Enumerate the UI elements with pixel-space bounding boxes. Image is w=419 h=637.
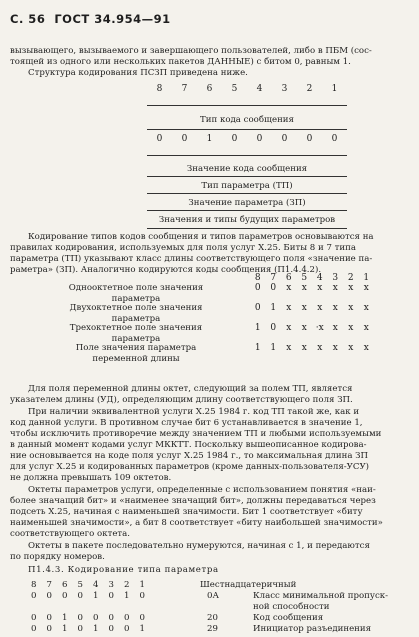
message-bits-row — [147, 134, 347, 144]
paragraph-variable-length — [10, 384, 353, 406]
bit-number: 4 — [93, 580, 99, 590]
text-line: параметра (ТП) указывают класс длины соответствующего поля «значение па- — [10, 254, 373, 264]
bit-value: 1 — [139, 624, 145, 634]
table2-row — [36, 343, 236, 365]
text-line: по порядку номеров. — [10, 552, 105, 562]
bit-value: 0 — [77, 591, 83, 601]
bit-value: x — [348, 323, 354, 333]
table2-row-bits — [250, 343, 374, 353]
bit-number: 8 — [254, 273, 261, 283]
bit-number: 3 — [332, 273, 339, 283]
table3-row-bits — [26, 624, 150, 634]
text-line: для услуг X.25 и кодированных параметров (кроме данных-пользователя-УСУ) — [10, 462, 370, 472]
page-number: С. 56 — [10, 12, 46, 26]
gost-number: ГОСТ 34.954—91 — [54, 12, 171, 26]
type-description — [253, 624, 371, 635]
bit-value: x — [363, 323, 369, 333]
bit-value: 0 — [139, 613, 145, 623]
bit-value: 0 — [124, 624, 130, 634]
bit-value: x — [286, 323, 292, 333]
paragraph-octet-numbering — [10, 541, 370, 563]
text-line: ние основывается на коде поля услуг X.25 1984 г., то максимальная длина ЗП — [10, 451, 369, 461]
bit-value: x — [301, 303, 307, 313]
parameter-value-label: Значение параметра (ЗП) — [188, 198, 306, 208]
message-bit: 0 — [156, 134, 163, 144]
table2-row-bits — [250, 303, 374, 313]
bit-number: 7 — [46, 580, 52, 590]
divider-line — [147, 210, 347, 211]
row-label: Поле значения параметра — [75, 343, 197, 353]
bit-value: x — [301, 343, 307, 353]
table3-row-bits — [26, 591, 150, 601]
hex-value: 0А — [207, 591, 219, 601]
bit-value: 0 — [62, 591, 68, 601]
bit-value: 0 — [31, 613, 37, 623]
bit-value: 1 — [254, 343, 261, 353]
bit-value: 0 — [46, 613, 52, 623]
bit-value: x — [286, 343, 292, 353]
bit-value: 0 — [31, 591, 37, 601]
text-line: Класс минимальной пропуск- — [253, 591, 389, 601]
bit-value: x — [317, 303, 323, 313]
row-label: Трехоктетное поле значения — [69, 323, 203, 333]
bit-value: 0 — [108, 591, 114, 601]
divider-line — [147, 155, 347, 156]
bit-value: 0 — [139, 591, 145, 601]
bit-number: 1 — [331, 84, 338, 94]
message-code-value-label: Значение кода сообщения — [186, 164, 308, 174]
structure-line: Структура кодирования ПСЗП приведена ниже. — [28, 68, 248, 78]
bit-value: x — [301, 283, 307, 293]
message-bit: 0 — [281, 134, 288, 144]
intro-line: вызывающего, вызываемого и завершающего пользователей, либо в ПБМ (сос- — [10, 46, 372, 56]
bit-number: 5 — [231, 84, 238, 94]
bit-value: 0 — [254, 283, 261, 293]
table2-row-bits — [250, 283, 374, 293]
bit-value: ·x — [315, 323, 324, 333]
text-line: соответствующего октета. — [10, 529, 131, 539]
bit-value: x — [286, 303, 292, 313]
text-line: чтобы исключить противоречие между значением ТП и любыми используемыми — [10, 429, 382, 439]
parameter-type-label: Тип параметра (ТП) — [201, 181, 293, 191]
intro-line: тоящей из одного или нескольких пакетов ДАННЫЕ) с битом 0, равным 1. — [10, 57, 351, 67]
bit-value: x — [286, 283, 292, 293]
bit-number: 2 — [306, 84, 313, 94]
bit-value: x — [332, 303, 338, 313]
bit-value: x — [317, 283, 323, 293]
text-line: Инициатор разъединения — [253, 624, 372, 634]
bit-value: 1 — [93, 591, 99, 601]
text-line: Октеты параметров услуги, определенные с использованием понятия «наи- — [28, 485, 376, 495]
table2-header — [250, 273, 374, 283]
divider-line — [147, 105, 347, 106]
bit-value: 1 — [270, 303, 277, 313]
bit-number: 2 — [124, 580, 130, 590]
bit-value: x — [348, 303, 354, 313]
bit-value: x — [363, 343, 369, 353]
bit-value: 0 — [270, 323, 277, 333]
message-bit: 0 — [181, 134, 188, 144]
bit-value: 0 — [77, 613, 83, 623]
text-line: При наличии эквивалентной услуги X.25 1984 г. код ТП такой же, как и — [28, 407, 360, 417]
bit-number: 5 — [77, 580, 83, 590]
table2-row-bits — [250, 323, 374, 333]
paragraph-coding-rules — [10, 232, 374, 276]
page-header — [10, 12, 171, 26]
text-line: Код сообщения — [253, 613, 324, 623]
bit-value: x — [363, 283, 369, 293]
bit-number: 8 — [31, 580, 37, 590]
bit-value: x — [332, 343, 338, 353]
bit-value: 0 — [46, 624, 52, 634]
bit-value: x — [348, 283, 354, 293]
paragraph-bit-significance — [10, 485, 383, 540]
bit-number: 8 — [156, 84, 163, 94]
bit-value: 1 — [254, 323, 261, 333]
future-parameters-label: Значения и типы будущих параметров — [158, 215, 336, 225]
bit-number: 6 — [285, 273, 292, 283]
row-label: параметра — [111, 294, 161, 304]
bit-value: 0 — [124, 613, 130, 623]
bit-value: 0 — [254, 303, 261, 313]
table2-row — [36, 323, 236, 345]
bit-value: 0 — [77, 624, 83, 634]
table2-row — [36, 283, 236, 305]
table3-row-bits — [26, 613, 150, 623]
bit-number: 6 — [62, 580, 68, 590]
bit-value: 0 — [31, 624, 37, 634]
message-type-label: Тип кода сообщения — [200, 115, 294, 125]
bit-number: 7 — [270, 273, 277, 283]
bit-number: 4 — [256, 84, 263, 94]
table3-header — [26, 580, 150, 590]
bit-number: 3 — [108, 580, 114, 590]
bit-value: 1 — [62, 624, 68, 634]
table2-row — [36, 303, 236, 325]
row-label: Одноoктетное поле значения — [68, 283, 204, 293]
section-title: П1.4.3. Кодирование типа параметра — [28, 565, 219, 575]
text-line: раметра» (ЗП). Аналогично кодируются коды сообщения (П1.4.4.2). — [10, 265, 322, 275]
message-bit: 0 — [331, 134, 338, 144]
bit-value: 1 — [124, 591, 130, 601]
bit-number: 3 — [281, 84, 288, 94]
type-description — [253, 613, 323, 624]
text-line: не должна превышать 109 октетов. — [10, 473, 172, 483]
text-line: Октеты в пакете последовательно нумеруются, начиная с 1, и передаются — [28, 541, 370, 551]
bit-value: x — [332, 323, 338, 333]
message-bit: 0 — [256, 134, 263, 144]
bit-value: 0 — [108, 613, 114, 623]
message-bit: 0 — [231, 134, 238, 144]
text-line: ной способности — [253, 602, 330, 612]
paragraph-x25-equivalence — [10, 407, 381, 484]
row-label: переменной длины — [92, 354, 180, 364]
row-label: параметра — [111, 334, 161, 344]
message-bit: 1 — [206, 134, 213, 144]
bit-value: 0 — [108, 624, 114, 634]
text-line: более значащий бит» и «наименее значащий бит», должны передаваться через — [10, 496, 376, 506]
text-line: код данной услуги. В противном случае бит 6 устанавливается в значение 1, — [10, 418, 363, 428]
bit-value: x — [348, 343, 354, 353]
text-line: наименьшей значимости», а бит 8 соответствует «биту наибольшей значимости» — [10, 518, 383, 528]
bit-value: 1 — [270, 343, 277, 353]
text-line: Кодирование типов кодов сообщения и типов параметров основываются на — [28, 232, 374, 242]
bit-value: x — [363, 303, 369, 313]
text-line: в данный момент кодами услуг МККТТ. Поскольку вышеописанное кодирова- — [10, 440, 367, 450]
bit-number: 1 — [363, 273, 370, 283]
bit-value: 1 — [62, 613, 68, 623]
bit-number: 6 — [206, 84, 213, 94]
bit-value: 0 — [270, 283, 277, 293]
bit-number: 2 — [347, 273, 354, 283]
text-line: правилах кодирования, используемых для поля услуг X.25. Биты 8 и 7 типа — [10, 243, 356, 253]
bit-value: x — [317, 343, 323, 353]
bit-numbers-row — [147, 84, 347, 94]
hex-column-header: Шестнадцатеричный — [200, 580, 297, 590]
row-label: параметра — [111, 314, 161, 324]
bit-value: 0 — [93, 613, 99, 623]
bit-number: 4 — [316, 273, 323, 283]
text-line: подсеть X.25, начиная с наименьшей значимости. Бит 1 соответствует «биту — [10, 507, 363, 517]
row-label: Двухоктетное поле значения — [69, 303, 203, 313]
bit-value: x — [301, 323, 307, 333]
intro-text — [10, 46, 372, 79]
text-line: указателем длины (УД), определяющим длину соответствующего поля ЗП. — [10, 395, 353, 405]
bit-number: 5 — [301, 273, 308, 283]
text-line: Для поля переменной длины октет, следующий за полем ТП, является — [28, 384, 353, 394]
divider-line — [147, 176, 347, 177]
bit-value: 0 — [46, 591, 52, 601]
bit-number: 1 — [139, 580, 145, 590]
type-description — [253, 591, 388, 613]
bit-number: 7 — [181, 84, 188, 94]
bit-value: x — [332, 283, 338, 293]
bit-value: 1 — [93, 624, 99, 634]
hex-value: 20 — [207, 613, 218, 623]
hex-value: 29 — [207, 624, 218, 634]
divider-line — [147, 193, 347, 194]
message-bit: 0 — [306, 134, 313, 144]
divider-line — [147, 129, 347, 130]
divider-line — [147, 228, 347, 229]
